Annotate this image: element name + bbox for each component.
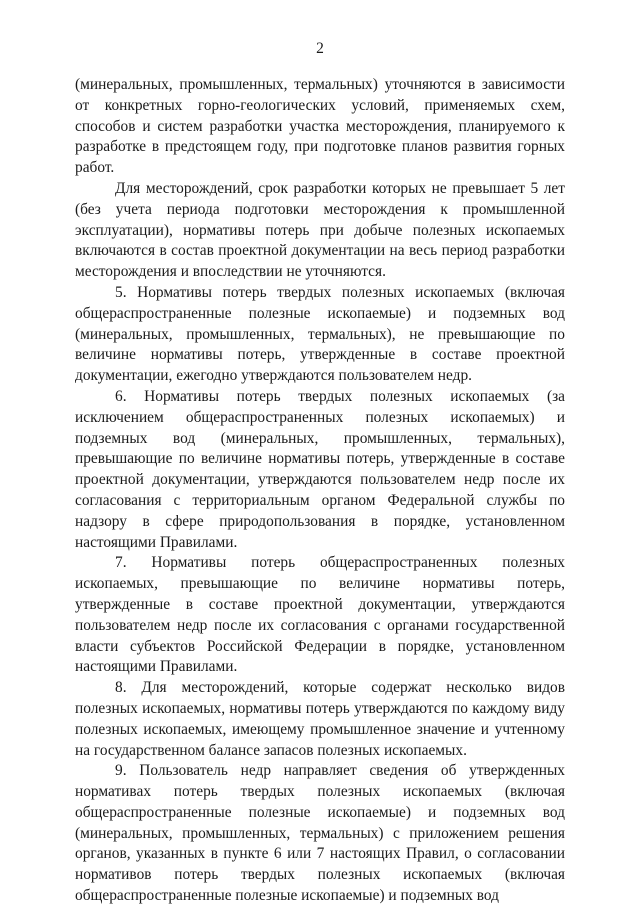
page-number: 2 xyxy=(316,40,324,57)
document-body xyxy=(75,75,565,907)
paragraph-item-6: 6. Нормативы потерь твердых полезных ископаемых (за исключением общераспространенных полезных ископаемых) и подземных вод (минеральных, промышленных, термальных), превышающие по величине нормативы потерь, утвержденные в составе проектной документации, утверждаются пользователем недр после их согласования с территориальным органом Федеральной службы по надзору в сфере природопользования в порядке, установленном настоящими Правилами. xyxy=(75,387,565,551)
paragraph-item-9: 9. Пользователь недр направляет сведения об утвержденных нормативах потерь твердых полезных ископаемых (включая общераспространенные полезные ископаемые) и подземных вод (минеральных, промышленных, термальных) с приложением решения органов, указанных в пункте 6 или 7 настоящих Правил, о согласовании нормативов потерь твердых полезных ископаемых (включая общераспространенные полезные ископаемые) и подземных вод xyxy=(75,762,565,905)
paragraph-item-8: 8. Для месторождений, которые содержат несколько видов полезных ископаемых, нормативы потерь утверждаются по каждому виду полезных ископаемых, имеющему промышленное значение и учтенному на государственном балансе запасов полезных ископаемых. xyxy=(75,679,565,759)
paragraph-continuation: (минеральных, промышленных, термальных) уточняются в зависимости от конкретных горно-геологических условий, применяемых схем, способов и систем разработки участка месторождения, планируемого к разработке в предстоящем году, при подготовке планов развития горных работ. xyxy=(75,76,565,177)
paragraph-item-5: 5. Нормативы потерь твердых полезных ископаемых (включая общераспространенные полезные ископаемые) и подземных вод (минеральных, промышленных, термальных), не превышающие по величине нормативы потерь, утвержденные в составе проектной документации, ежегодно утверждаются пользователем недр. xyxy=(75,283,565,385)
paragraph-short-term-deposits: Для месторождений, срок разработки которых не превышает 5 лет (без учета периода подготовки месторождения к промышленной эксплуатации), нормативы потерь при добыче полезных ископаемых включаются в состав проектной документации на весь период разработки месторождения и впоследствии не уточняются. xyxy=(75,179,565,281)
paragraph-item-7: 7. Нормативы потерь общераспространенных полезных ископаемых, превышающие по величине нормативы потерь, утвержденные в составе проектной документации, утверждаются пользователем недр после их согласования с органами государственной власти субъектов Российской Федерации в порядке, установленном настоящими Правилами. xyxy=(75,554,565,676)
